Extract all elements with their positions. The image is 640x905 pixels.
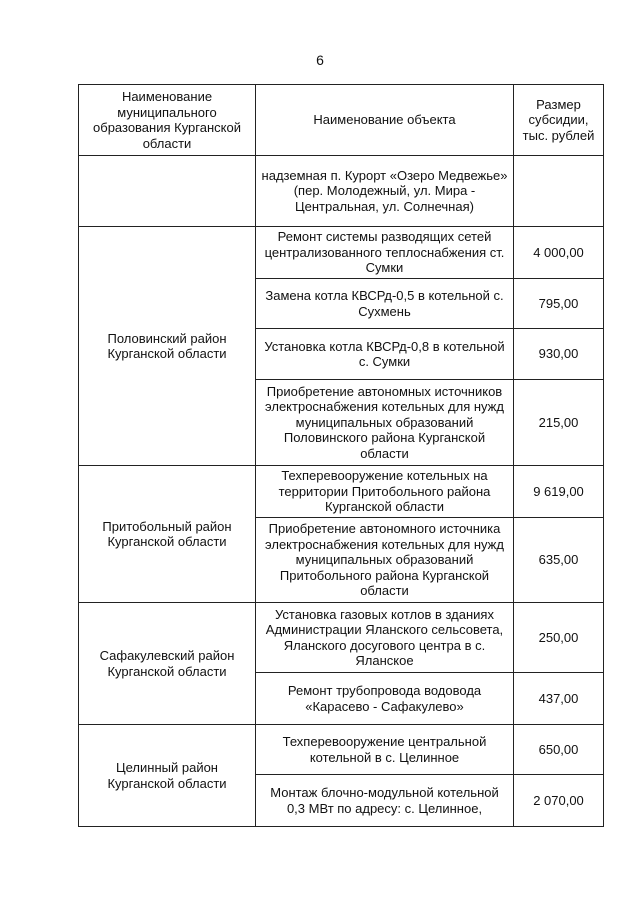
object-cell: Установка котла КВСРд-0,8 в котельной с. Сумки [256, 329, 514, 380]
municipality-cell-empty [79, 156, 256, 227]
object-cell: Техперевооружение котельных на территории Притобольного района Курганской области [256, 466, 514, 518]
table-header-row [79, 85, 604, 156]
municipality-cell: Сафакулевский район Курганской области [79, 603, 256, 725]
amount-cell: 930,00 [514, 329, 604, 380]
amount-cell: 9 619,00 [514, 466, 604, 518]
object-cell: надземная п. Курорт «Озеро Медвежье» (пер. Молодежный, ул. Мира - Центральная, ул. Солнечная) [256, 156, 514, 227]
amount-cell: 635,00 [514, 518, 604, 603]
municipality-cell: Притобольный район Курганской области [79, 466, 256, 603]
table-row [79, 603, 604, 673]
object-cell: Техперевооружение центральной котельной в с. Целинное [256, 725, 514, 775]
object-cell: Монтаж блочно-модульной котельной 0,3 МВт по адресу: с. Целинное, [256, 775, 514, 827]
municipality-cell: Целинный район Курганской области [79, 725, 256, 827]
object-cell: Замена котла КВСРд-0,5 в котельной с. Сухмень [256, 279, 514, 329]
amount-cell: 215,00 [514, 380, 604, 466]
amount-cell: 795,00 [514, 279, 604, 329]
header-subsidy: Размер субсидии, тыс. рублей [514, 85, 604, 156]
header-municipality: Наименование муниципального образования Курганской области [79, 85, 256, 156]
amount-cell: 250,00 [514, 603, 604, 673]
table-row [79, 227, 604, 279]
amount-cell: 4 000,00 [514, 227, 604, 279]
page-number: 6 [316, 52, 324, 68]
table-row [79, 156, 604, 227]
amount-cell: 2 070,00 [514, 775, 604, 827]
amount-cell: 437,00 [514, 673, 604, 725]
table-row [79, 725, 604, 775]
amount-cell: 650,00 [514, 725, 604, 775]
municipality-cell: Половинский район Курганской области [79, 227, 256, 466]
table-row [79, 466, 604, 518]
object-cell: Ремонт трубопровода водовода «Карасево - Сафакулево» [256, 673, 514, 725]
object-cell: Приобретение автономных источников электроснабжения котельных для нужд муниципальных образований Половинского района Курганской области [256, 380, 514, 466]
object-cell: Приобретение автономного источника электроснабжения котельных для нужд муниципальных образований Притобольного района Курганской области [256, 518, 514, 603]
object-cell: Ремонт системы разводящих сетей централизованного теплоснабжения ст. Сумки [256, 227, 514, 279]
header-object: Наименование объекта [256, 85, 514, 156]
amount-cell-empty [514, 156, 604, 227]
subsidy-table [78, 84, 604, 827]
object-cell: Установка газовых котлов в зданиях Администрации Яланского сельсовета, Яланского досугового центра в с. Яланское [256, 603, 514, 673]
